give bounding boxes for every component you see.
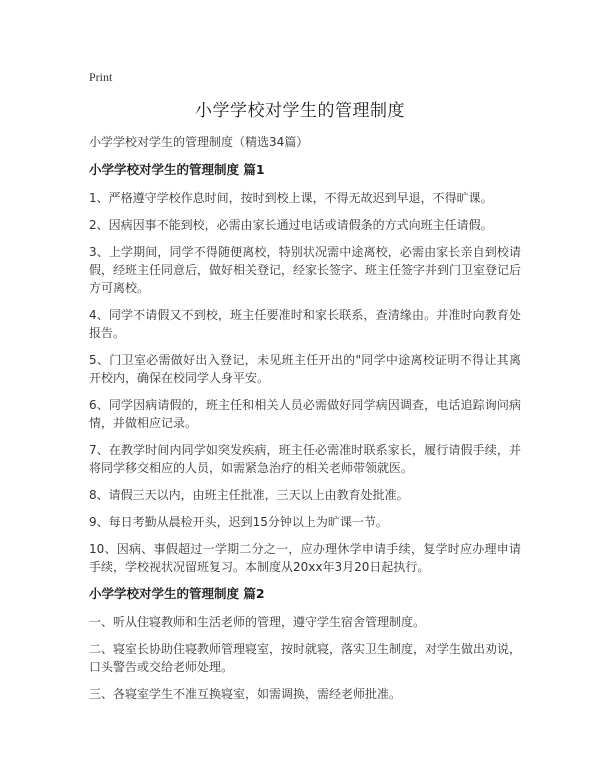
paragraph: 9、每日考勤从晨检开头，迟到15分钟以上为旷课一节。: [89, 515, 388, 529]
paragraph: 4、同学不请假又不到校，班主任要准时和家长联系，查清缘由。并准时向教育处报告。: [89, 308, 521, 340]
paragraph: 5、门卫室必需做好出入登记，未见班主任开出的"同学中途离校证明不得让其离开校内，确保在校同学人身平安。: [89, 353, 521, 385]
section-heading-1: 小学学校对学生的管理制度 篇1: [89, 162, 265, 177]
page-title: 小学学校对学生的管理制度: [195, 101, 405, 121]
paragraph: 1、严格遵守学校作息时间，按时到校上课，不得无故迟到早退，不得旷课。: [89, 191, 493, 205]
paragraph: 10、因病、事假超过一学期二分之一，应办理休学申请手续，复学时应办理申请手续，学校视状况留班复习。本制度从20xx年3月20日起执行。: [89, 542, 521, 574]
document-subtitle: 小学学校对学生的管理制度（精选34篇）: [89, 135, 309, 149]
print-link[interactable]: Print: [89, 70, 113, 84]
paragraph: 7、在教学时间内同学如突发疾病，班主任必需准时联系家长，履行请假手续，并将同学移交相应的人员，如需紧急治疗的相关老师带领就医。: [89, 443, 521, 475]
document-body: [89, 133, 521, 712]
paragraph: 二、寝室长协助住寝教师管理寝室，按时就寝，落实卫生制度，对学生做出劝说，口头警告或交给老师处理。: [89, 642, 522, 674]
paragraph: 三、各寝室学生不准互换寝室，如需调换，需经老师批准。: [89, 687, 402, 701]
paragraph: 2、因病因事不能到校，必需由家长通过电话或请假条的方式向班主任请假。: [89, 218, 493, 232]
section-heading-2: 小学学校对学生的管理制度 篇2: [89, 586, 265, 601]
paragraph: 8、请假三天以内，由班主任批准，三天以上由教育处批准。: [89, 488, 409, 502]
paragraph: 6、同学因病请假的，班主任和相关人员必需做好同学病因调查，电话追踪询问病情，并做相应记录。: [89, 398, 521, 430]
paragraph: 一、听从住寝教师和生活老师的管理，遵守学生宿舍管理制度。: [89, 615, 426, 629]
paragraph: 3、上学期间，同学不得随便离校，特别状况需中途离校，必需由家长亲自到校请假，经班主任同意后，做好相关登记，经家长签字、班主任签字并到门卫室登记后方可离校。: [89, 245, 522, 295]
